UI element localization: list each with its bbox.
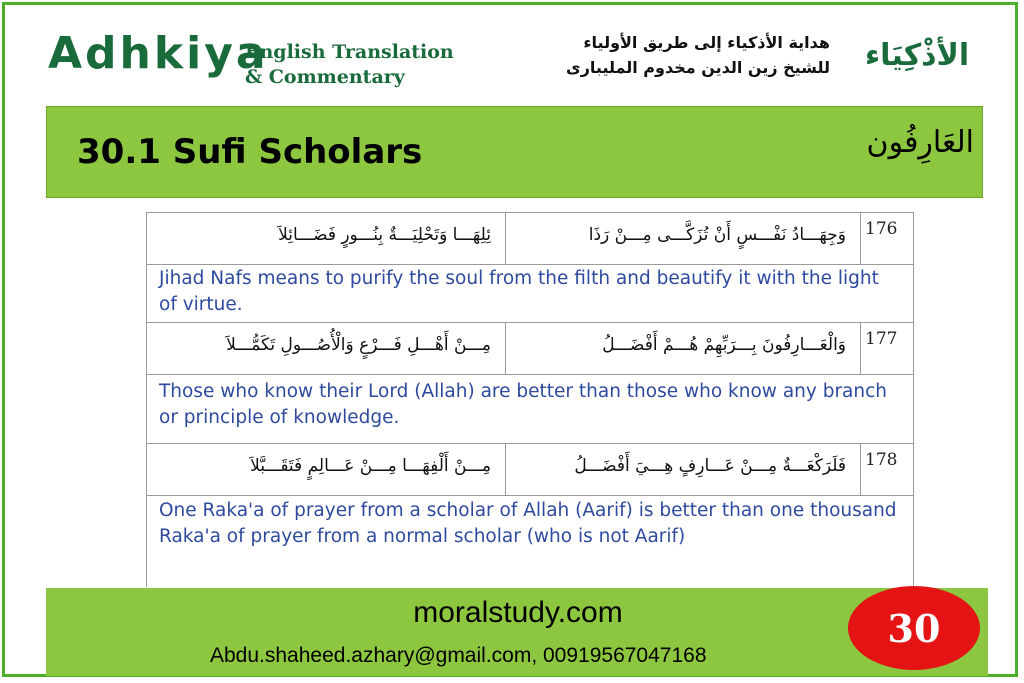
verse-translation: Jihad Nafs means to purify the soul from the filth and beautify it with the light of virtue. — [147, 265, 913, 323]
verse-number: 176 — [860, 213, 913, 264]
arabic-logo: الأذْكِيَاء — [864, 38, 970, 73]
verse-number: 178 — [860, 444, 913, 495]
contact-info: Abdu.shaheed.azhary@gmail.com, 00919567047168 — [210, 644, 707, 667]
verse-translation: Those who know their Lord (Allah) are better than those who know any branch or principle of knowledge. — [147, 375, 913, 444]
verse-row — [147, 213, 913, 265]
verse-first-hemistich: وَجِهَـــادُ نَفْـــسٍ أَنْ تُزَكَّـــى مِـــنْ رَذَا — [505, 213, 860, 264]
verse-number: 177 — [860, 323, 913, 374]
verse-row — [147, 444, 913, 496]
book-title-arabic: هداية الأذكياء إلى طريق الأولياء — [583, 33, 830, 52]
verse-second-hemistich: مِـــنْ أَلْفِهَـــا مِـــنْ عَـــالِمٍ فَتَقَـــبَّلاَ — [250, 456, 491, 476]
page-number: 30 — [887, 605, 941, 651]
page-number-badge — [848, 586, 980, 670]
verse-first-hemistich: وَالْعَـــارِفُونَ بِـــرَبِّهِمْ هُـــمْ أَفْضَـــلُ — [505, 323, 860, 374]
verse-table — [146, 212, 914, 587]
website-link[interactable]: moralstudy.com — [413, 596, 623, 629]
brand-subtitle: English Translation & Commentary — [245, 41, 454, 88]
verse-translation: One Raka'a of prayer from a scholar of Allah (Aarif) is better than one thousand Raka'a of prayer from a normal scholar (who is not Aarif) — [159, 500, 897, 547]
section-title-arabic: العَارِفُون — [866, 125, 974, 160]
footer-band — [46, 588, 988, 676]
section-title: 30.1 Sufi Scholars — [77, 132, 423, 172]
book-author-arabic: للشيخ زين الدين مخدوم المليبارى — [566, 58, 830, 77]
section-title-band — [46, 106, 983, 198]
verse-second-hemistich: مِـــنْ أَهْـــلِ فَـــرْعٍ وَالْأُصُـــولِ تَكَمُّـــلاَ — [226, 335, 491, 355]
verse-row — [147, 323, 913, 375]
verse-second-hemistich: ئِلِهَـــا وَتَحْلِيَـــةٌ بِنُـــورٍ فَضَـــائِلاَ — [278, 225, 491, 245]
book-title-block — [505, 30, 830, 80]
brand-logo-text: Adhkiya — [48, 28, 269, 79]
verse-first-hemistich: فَلَرَكْعَـــةٌ مِـــنْ عَـــارِفٍ هِـــيَ أَفْضَـــلُ — [505, 444, 860, 495]
